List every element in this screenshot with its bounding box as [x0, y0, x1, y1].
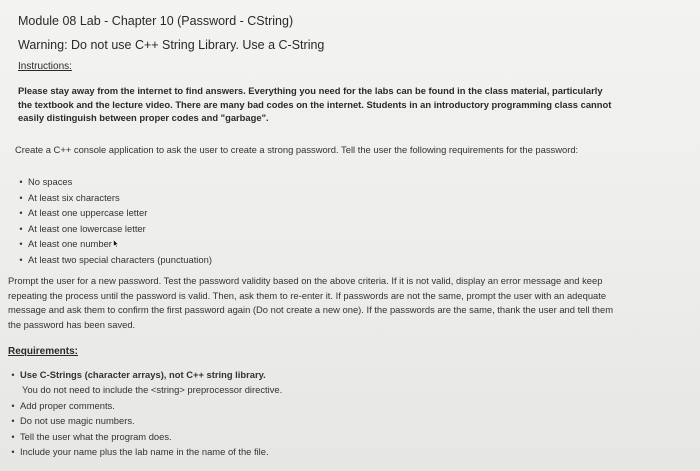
bullet: •	[19, 254, 23, 265]
requirements-heading: Requirements:	[8, 346, 79, 357]
list-item	[6, 444, 282, 459]
list-item-note	[6, 382, 282, 397]
list-item	[14, 236, 212, 252]
mouse-pointer-icon	[113, 237, 119, 246]
list-item-text: No spaces	[28, 176, 73, 187]
list-item-text: At least one uppercase letter	[28, 207, 148, 219]
password-requirements-list	[14, 174, 212, 268]
instructions-heading: Instructions:	[18, 61, 72, 72]
list-item-text: At least two special characters (punctuation)	[28, 253, 212, 265]
bullet: •	[11, 416, 15, 427]
bullet: •	[11, 431, 15, 442]
list-item	[14, 174, 212, 190]
prompt-paragraph: Prompt the user for a new password. Test the password validity based on the above criteria. If it is not valid, display an error message and keep repeating the process until the password is valid. Then, ask them to re-enter it. If passwords are not the same, prompt the user with an adequate message and ask them to confirm the first password again (Do not create a new one). If the passwords are the same, thank the user and tell them the password has been saved.	[8, 275, 613, 330]
list-item	[6, 398, 282, 413]
bullet: •	[19, 192, 23, 203]
bullet: •	[19, 208, 23, 219]
list-item-text: Do not use magic numbers.	[20, 415, 135, 427]
internet-warning-paragraph: Please stay away from the internet to find answers. Everything you need for the labs can be found in the class material, particularly the textbook and the lecture video. There are many bad codes on the internet. Students in an introductory programming class cannot easily distinguish between proper codes and "garbage".	[18, 85, 612, 123]
bullet: •	[11, 446, 15, 457]
bullet: •	[19, 223, 23, 234]
list-item-text: You do not need to include the <string> preprocessor directive.	[22, 384, 283, 396]
list-item	[6, 429, 282, 444]
requirements-list	[6, 367, 282, 459]
list-item	[14, 190, 212, 206]
page-title: Module 08 Lab - Chapter 10 (Password - CString)	[18, 14, 294, 28]
list-item-text: At least six characters	[28, 191, 120, 203]
bullet: •	[19, 239, 23, 250]
list-item-text: Add proper comments.	[20, 399, 115, 411]
list-item	[6, 367, 282, 382]
list-item-text: At least one number	[28, 238, 112, 250]
list-item	[14, 221, 212, 237]
bullet: •	[11, 370, 15, 380]
list-item-text: Use C-Strings (character arrays), not C++ string library.	[20, 369, 266, 380]
bullet: •	[19, 177, 23, 187]
bullet: •	[11, 400, 15, 411]
list-item	[6, 413, 282, 428]
list-item-text: At least one lowercase letter	[28, 222, 146, 234]
list-item-text: Include your name plus the lab name in the name of the file.	[20, 445, 269, 457]
list-item	[14, 252, 212, 268]
task-paragraph: Create a C++ console application to ask the user to create a strong password. Tell the user the following requirements for the password:	[15, 144, 579, 155]
list-item	[14, 205, 212, 221]
list-item-text: Tell the user what the program does.	[20, 430, 172, 442]
warning-line: Warning: Do not use C++ String Library. Use a C-String	[18, 38, 325, 52]
